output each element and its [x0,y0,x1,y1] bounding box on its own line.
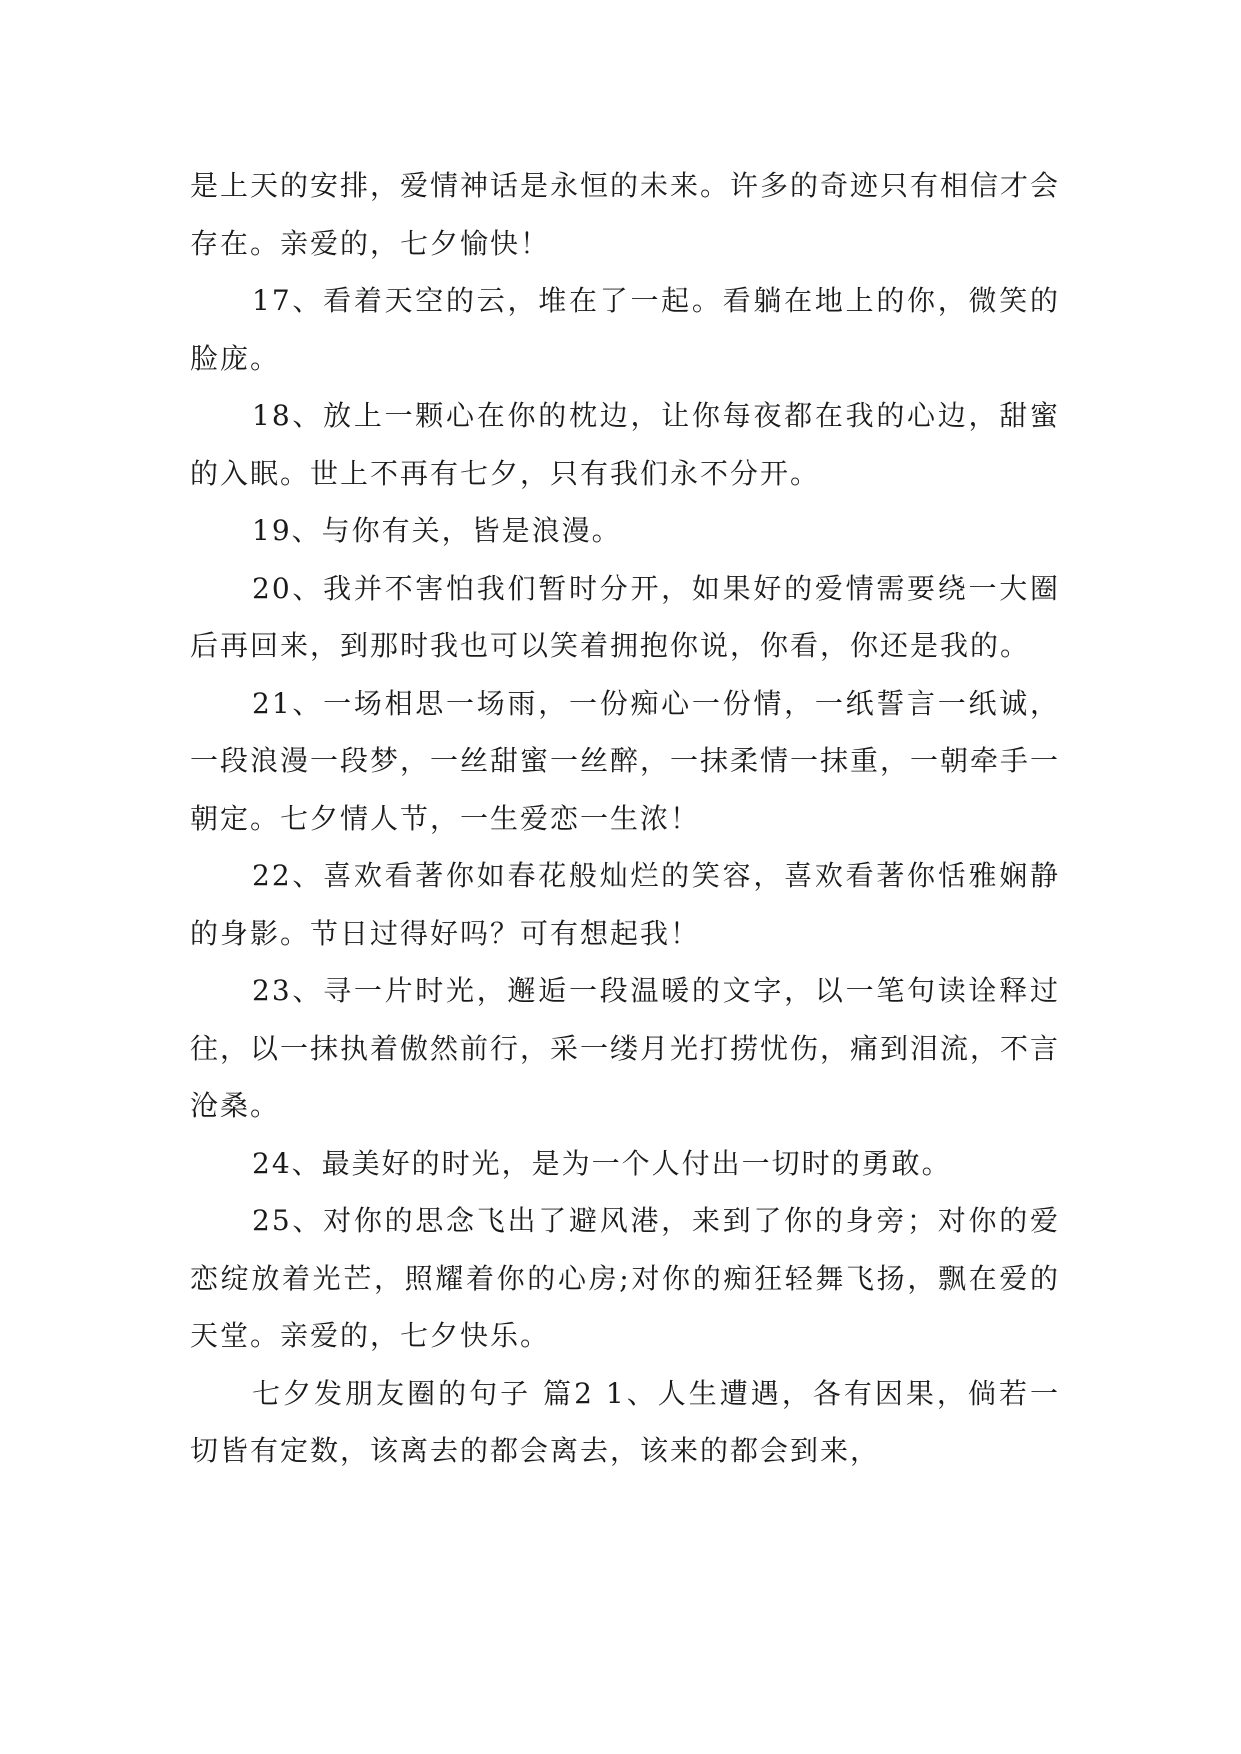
paragraph: 17、看着天空的云，堆在了一起。看躺在地上的你，微笑的脸庞。 [190,284,1060,375]
paragraph: 20、我并不害怕我们暂时分开，如果好的爱情需要绕一大圈后再回来，到那时我也可以笑着拥抱你说，你看，你还是我的。 [190,571,1060,662]
paragraph: 24、最美好的时光，是为一个人付出一切时的勇敢。 [252,1146,952,1180]
paragraph: 25、对你的思念飞出了避风港，来到了你的身旁；对你的爱恋绽放着光芒，照耀着你的心房;对你的痴狂轻舞飞扬，飘在爱的天堂。亲爱的，七夕快乐。 [190,1204,1060,1352]
paragraph: 21、一场相思一场雨，一份痴心一份情，一纸誓言一纸诚，一段浪漫一段梦，一丝甜蜜一丝醉，一抹柔情一抹重，一朝牵手一朝定。七夕情人节，一生爱恋一生浓！ [190,686,1061,835]
paragraph: 19、与你有关，皆是浪漫。 [252,514,622,547]
paragraph: 23、寻一片时光，邂逅一段温暖的文字，以一笔句读诠释过往，以一抹执着傲然前行，采一缕月光打捞忧伤，痛到泪流，不言沧桑。 [190,974,1061,1122]
paragraph: 是上天的安排，爱情神话是永恒的未来。许多的奇迹只有相信才会存在。亲爱的，七夕愉快！ [190,169,1061,260]
document-body [190,157,1060,1480]
paragraph: 22、喜欢看著你如春花般灿烂的笑容，喜欢看著你恬雅娴静的身影。节日过得好吗？可有想起我！ [190,859,1060,950]
paragraph: 18、放上一颗心在你的枕边，让你每夜都在我的心边，甜蜜的入眠。世上不再有七夕，只有我们永不分开。 [190,399,1060,490]
section-heading-paragraph: 七夕发朋友圈的句子 篇2 1、人生遭遇，各有因果，倘若一切皆有定数，该离去的都会离去，该来的都会到来， [190,1376,1060,1467]
